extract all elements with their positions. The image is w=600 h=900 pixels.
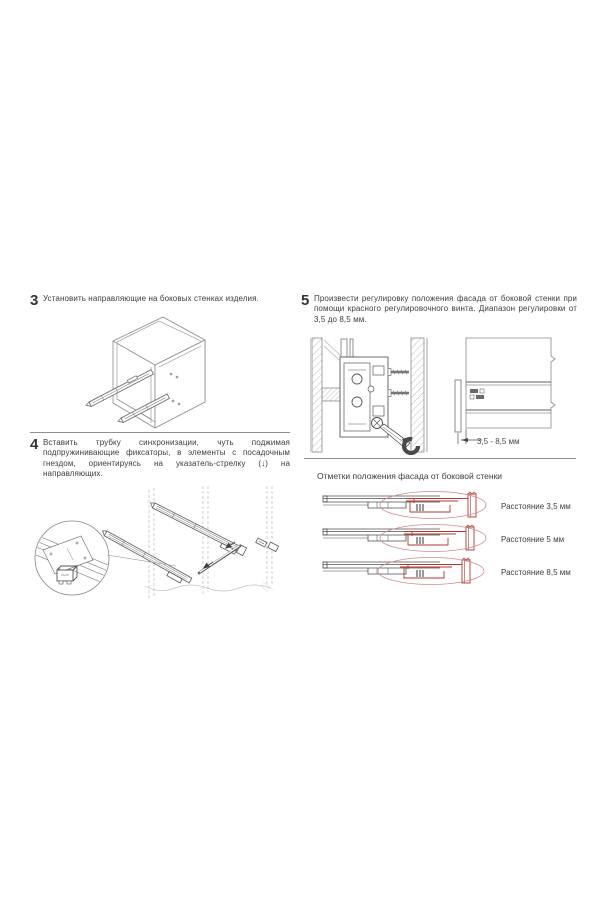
markings-title: Отметки положения фасада от боковой стенки — [317, 471, 503, 481]
adjustment-mechanism — [340, 357, 388, 437]
marking-label: Расстояние 8,5 мм — [501, 567, 571, 577]
front-slide — [99, 529, 192, 587]
marking-label: Расстояние 5 мм — [501, 534, 565, 544]
step-5 — [301, 294, 577, 325]
sync-tube — [199, 546, 240, 573]
marking-row — [304, 491, 589, 521]
insertion-arrows — [204, 542, 235, 568]
step-5-number: 5 — [301, 292, 310, 309]
marking-label: Расстояние 3,5 мм — [501, 501, 571, 511]
left-column-divider — [30, 432, 290, 433]
step-4 — [30, 438, 290, 480]
facade-strip — [455, 380, 461, 432]
step-5-text: Произвести регулировку положения фасада от боковой стенки при помощи красного регулировочного винта. Диапазон регулировки от 3,5 до 8,5 мм. — [314, 294, 577, 324]
facade-side-view-diagram — [452, 334, 574, 448]
sync-tube-diagram — [27, 486, 293, 610]
side-panel — [466, 338, 555, 428]
marking-diagram-8-5 — [320, 557, 488, 587]
marking-diagram-3-5 — [320, 491, 488, 521]
step-3-number: 3 — [30, 292, 39, 309]
back-slide — [147, 500, 246, 558]
right-column-divider — [304, 458, 576, 459]
step-4-text: Вставить трубку синхронизации, чуть поджимая подпружинивающие фиксаторы, в элементы с посадочным гнездом, ориентируясь на указатель-стрелку (↓) на направляющих. — [43, 438, 290, 479]
markings-section — [304, 491, 589, 587]
panel-break-line — [145, 585, 270, 591]
marking-row — [304, 557, 589, 587]
step-4-number: 4 — [30, 436, 39, 453]
dimension-label: 3,5 - 8,5 мм — [477, 437, 520, 446]
step-3 — [30, 294, 286, 308]
adjustment-cross-section-diagram — [310, 336, 440, 455]
cabinet-diagram — [55, 311, 265, 434]
step-3-text: Установить направляющие на боковых стенках изделия. — [43, 294, 259, 303]
marking-row — [304, 524, 589, 554]
mounting-screws — [388, 369, 409, 397]
marking-diagram-5 — [320, 524, 488, 554]
upper-slide — [85, 368, 154, 408]
